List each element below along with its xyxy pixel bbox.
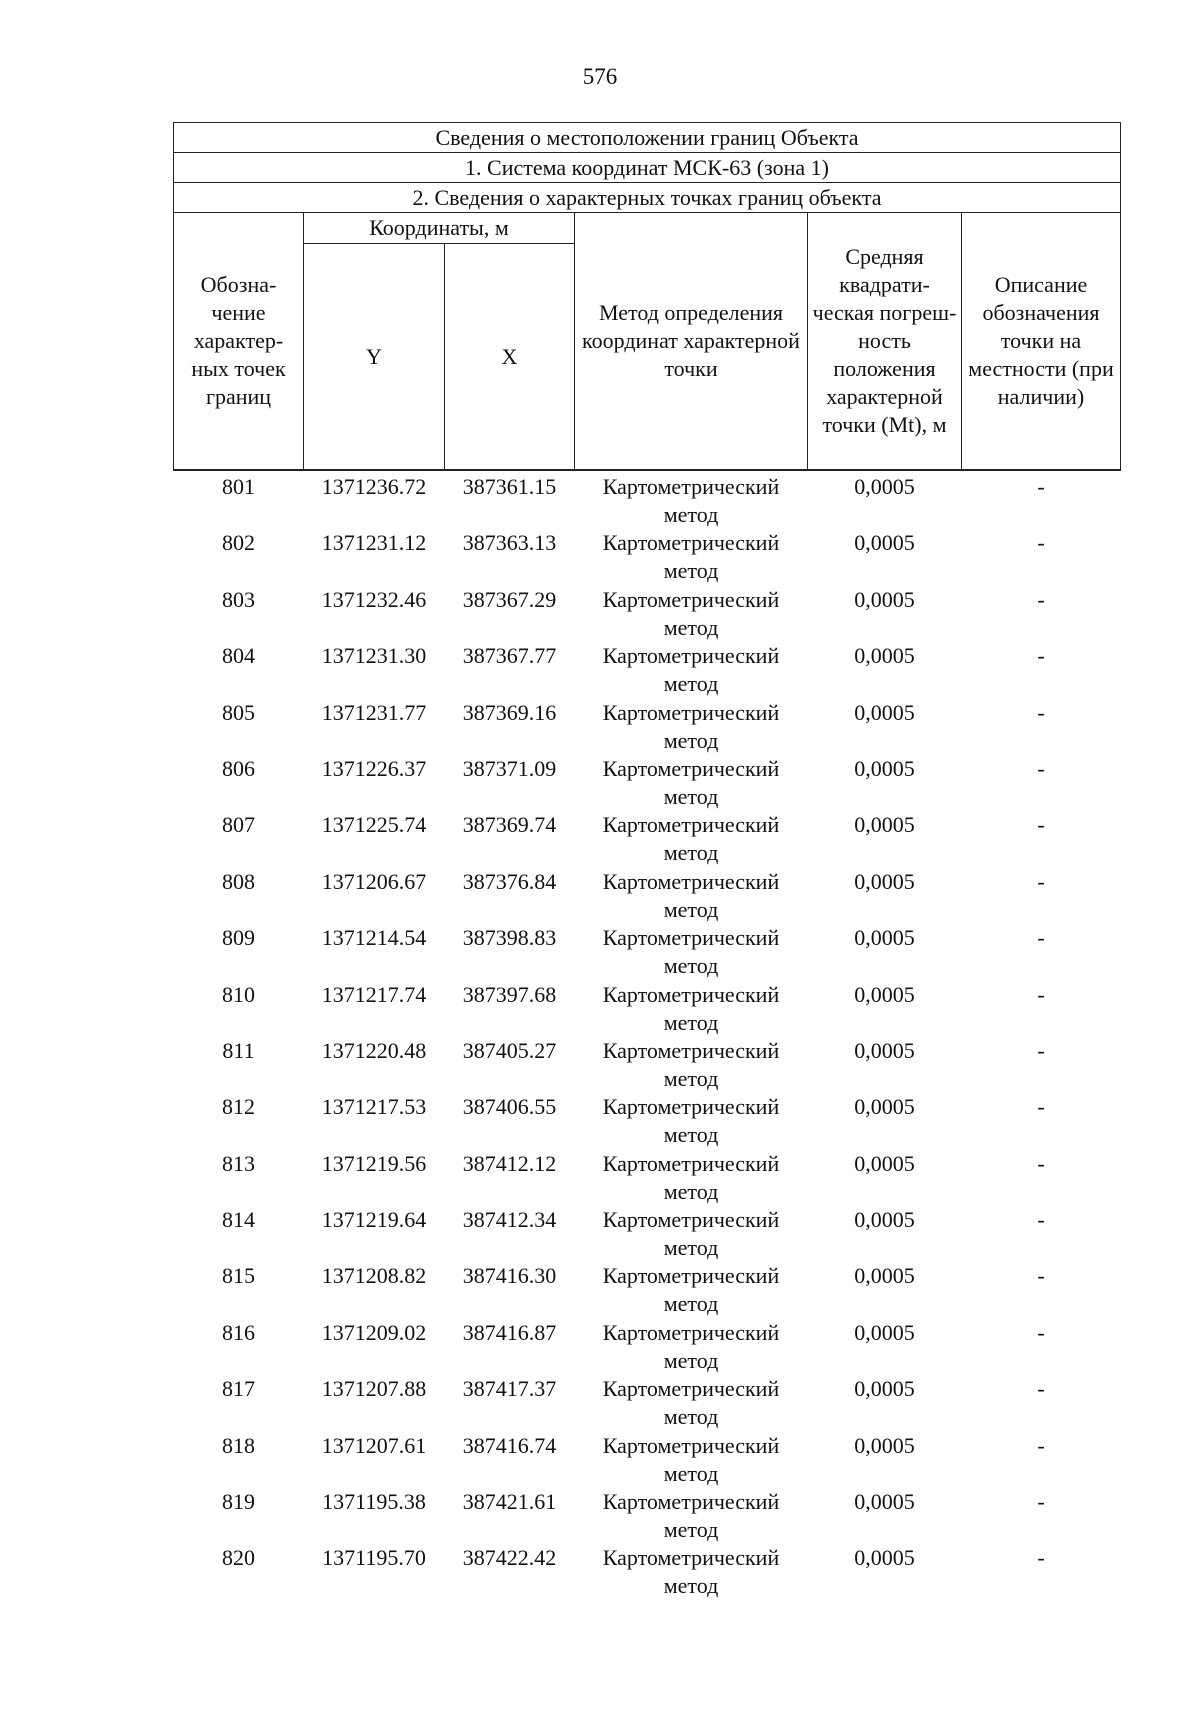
table-row [174,924,1121,980]
method-line-1: Картометрический [602,699,780,725]
point-cell: 814 [222,1207,255,1233]
error-cell: 0,0005 [854,1263,915,1289]
error-cell: 0,0005 [854,1319,915,1345]
table-row [174,755,1121,811]
header-coordinates: Координаты, м [304,213,575,244]
method-cell [575,1319,808,1375]
method-line-2: метод [663,1573,719,1599]
method-line-1: Картометрический [602,1150,780,1176]
table-row [174,699,1121,755]
method-cell [575,981,808,1037]
method-line-2: метод [663,1347,719,1373]
x-coordinate-cell: 387412.34 [462,1207,557,1233]
method-cell [575,1262,808,1318]
table-row [174,529,1121,585]
method-line-2: метод [663,1404,719,1430]
y-coordinate-cell: 1371208.82 [321,1263,427,1289]
y-coordinate-cell: 1371225.74 [321,812,427,838]
method-line-1: Картометрический [602,1263,780,1289]
header-method: Метод определения координат характерной точки [575,213,808,471]
description-cell: - [1037,1319,1045,1345]
point-cell: 812 [222,1094,255,1120]
header-description: Описание обозначения точки на местности (при наличии) [962,213,1121,471]
error-cell: 0,0005 [854,1037,915,1063]
point-cell: 810 [222,981,255,1007]
y-coordinate-cell: 1371219.64 [321,1207,427,1233]
method-line-1: Картометрический [602,1094,780,1120]
error-cell: 0,0005 [854,699,915,725]
y-coordinate-cell: 1371207.61 [321,1432,427,1458]
x-coordinate-cell: 387376.84 [462,868,557,894]
x-coordinate-cell: 387412.12 [462,1150,557,1176]
error-cell: 0,0005 [854,1150,915,1176]
table-body [174,470,1121,1601]
method-line-1: Картометрический [602,1489,780,1515]
method-line-1: Картометрический [602,1432,780,1458]
point-cell: 811 [222,1037,255,1063]
error-cell: 0,0005 [854,812,915,838]
method-line-1: Картометрический [602,586,780,612]
point-cell: 820 [222,1545,255,1571]
header-point: Обозна-чение характер-ных точек границ [174,213,304,471]
x-coordinate-cell: 387397.68 [462,981,557,1007]
table-header [174,123,1121,471]
table-row [174,1262,1121,1318]
y-coordinate-cell: 1371195.38 [322,1489,426,1515]
table-row [174,811,1121,867]
method-cell [575,1375,808,1431]
description-cell: - [1037,474,1045,499]
method-line-1: Картометрический [602,981,780,1007]
error-cell: 0,0005 [854,755,915,781]
x-coordinate-cell: 387417.37 [462,1376,557,1402]
y-coordinate-cell: 1371231.77 [321,699,427,725]
description-cell: - [1037,981,1045,1007]
header-x: X [445,244,575,471]
method-cell [575,586,808,642]
error-cell: 0,0005 [854,1489,915,1515]
table-title-coordinate-system: 1. Система координат МСК-63 (зона 1) [174,153,1121,183]
table-row [174,981,1121,1037]
x-coordinate-cell: 387422.42 [462,1545,557,1571]
y-coordinate-cell: 1371206.67 [321,868,427,894]
y-coordinate-cell: 1371195.70 [322,1545,426,1571]
method-line-1: Картометрический [602,643,780,669]
point-cell: 803 [222,586,255,612]
table-title-objects: Сведения о местоположении границ Объекта [174,123,1121,153]
table-title-points: 2. Сведения о характерных точках границ объекта [174,183,1121,213]
point-cell: 819 [222,1489,255,1515]
table-row [174,642,1121,698]
method-line-2: метод [663,896,719,922]
method-cell [575,811,808,867]
method-cell [575,1432,808,1488]
table-row [174,1432,1121,1488]
y-coordinate-cell: 1371231.30 [321,643,427,669]
point-cell: 816 [222,1319,255,1345]
error-cell: 0,0005 [854,586,915,612]
method-cell [575,1488,808,1544]
point-cell: 806 [222,755,255,781]
y-coordinate-cell: 1371232.46 [321,586,427,612]
y-coordinate-cell: 1371226.37 [321,755,427,781]
description-cell: - [1037,530,1045,556]
method-line-2: метод [663,1065,719,1091]
header-error: Средняя квадрати-ческая погреш-ность положения характерной точки (Mt), м [808,213,962,471]
error-cell: 0,0005 [854,530,915,556]
y-coordinate-cell: 1371217.74 [321,981,427,1007]
header-y: Y [304,244,445,471]
description-cell: - [1037,643,1045,669]
method-line-1: Картометрический [602,1545,780,1571]
point-cell: 805 [222,699,255,725]
method-line-1: Картометрический [602,1037,780,1063]
x-coordinate-cell: 387367.29 [462,586,557,612]
point-cell: 818 [222,1432,255,1458]
boundary-points-table [173,122,1121,1601]
method-cell [575,1093,808,1149]
method-cell [575,470,808,529]
description-cell: - [1037,868,1045,894]
y-coordinate-cell: 1371214.54 [321,925,427,951]
x-coordinate-cell: 387416.87 [462,1319,557,1345]
method-line-1: Картометрический [602,925,780,951]
method-line-2: метод [663,671,719,697]
description-cell: - [1037,1037,1045,1063]
method-line-2: метод [663,1235,719,1261]
error-cell: 0,0005 [854,1094,915,1120]
method-cell [575,1037,808,1093]
method-line-2: метод [663,840,719,866]
point-cell: 817 [222,1376,255,1402]
x-coordinate-cell: 387398.83 [462,925,557,951]
table-row [174,1319,1121,1375]
point-cell: 801 [222,474,255,499]
method-line-1: Картометрический [602,530,780,556]
method-cell [575,1150,808,1206]
method-cell [575,924,808,980]
x-coordinate-cell: 387363.13 [462,530,557,556]
point-cell: 808 [222,868,255,894]
point-cell: 804 [222,643,255,669]
x-coordinate-cell: 387369.74 [462,812,557,838]
method-line-2: метод [663,1517,719,1543]
table-row [174,586,1121,642]
table-row [174,1206,1121,1262]
description-cell: - [1037,1376,1045,1402]
y-coordinate-cell: 1371236.72 [321,474,427,499]
table-row [174,1093,1121,1149]
page-number: 576 [582,64,618,89]
method-line-2: метод [663,614,719,640]
table-row [174,1375,1121,1431]
description-cell: - [1037,1150,1045,1176]
y-coordinate-cell: 1371207.88 [321,1376,427,1402]
method-line-1: Картометрический [602,1207,780,1233]
error-cell: 0,0005 [854,474,915,499]
method-line-2: метод [663,502,719,527]
method-line-1: Картометрический [602,868,780,894]
description-cell: - [1037,1263,1045,1289]
description-cell: - [1037,699,1045,725]
error-cell: 0,0005 [854,643,915,669]
point-cell: 807 [222,812,255,838]
method-cell [575,868,808,924]
description-cell: - [1037,1207,1045,1233]
method-line-2: метод [663,1122,719,1148]
y-coordinate-cell: 1371231.12 [321,530,427,556]
error-cell: 0,0005 [854,1432,915,1458]
method-line-2: метод [663,558,719,584]
error-cell: 0,0005 [854,1376,915,1402]
method-cell [575,755,808,811]
y-coordinate-cell: 1371219.56 [321,1150,427,1176]
x-coordinate-cell: 387361.15 [462,474,557,499]
method-line-2: метод [663,1178,719,1204]
method-line-2: метод [663,783,719,809]
description-cell: - [1037,925,1045,951]
point-cell: 815 [222,1263,255,1289]
table-row [174,1488,1121,1544]
table-row [174,1544,1121,1600]
method-line-2: метод [663,1291,719,1317]
method-line-1: Картометрический [602,755,780,781]
method-line-1: Картометрический [602,812,780,838]
method-cell [575,1206,808,1262]
y-coordinate-cell: 1371209.02 [321,1319,427,1345]
description-cell: - [1037,1432,1045,1458]
x-coordinate-cell: 387406.55 [462,1094,557,1120]
method-cell [575,529,808,585]
x-coordinate-cell: 387371.09 [462,755,557,781]
point-cell: 813 [222,1150,255,1176]
method-cell [575,1544,808,1600]
method-line-2: метод [663,953,719,979]
method-line-2: метод [663,727,719,753]
method-line-2: метод [663,1009,719,1035]
description-cell: - [1037,1489,1045,1515]
description-cell: - [1037,1094,1045,1120]
error-cell: 0,0005 [854,925,915,951]
table-row [174,1037,1121,1093]
x-coordinate-cell: 387421.61 [462,1489,557,1515]
y-coordinate-cell: 1371217.53 [321,1094,427,1120]
x-coordinate-cell: 387416.74 [462,1432,557,1458]
method-cell [575,642,808,698]
method-line-1: Картометрический [602,1319,780,1345]
table-row [174,868,1121,924]
error-cell: 0,0005 [854,1207,915,1233]
x-coordinate-cell: 387367.77 [462,643,557,669]
x-coordinate-cell: 387416.30 [462,1263,557,1289]
x-coordinate-cell: 387405.27 [462,1037,557,1063]
description-cell: - [1037,812,1045,838]
error-cell: 0,0005 [854,1545,915,1571]
point-cell: 802 [222,530,255,556]
error-cell: 0,0005 [854,868,915,894]
method-line-1: Картометрический [602,474,780,499]
point-cell: 809 [222,925,255,951]
method-cell [575,699,808,755]
method-line-2: метод [663,1460,719,1486]
error-cell: 0,0005 [854,981,915,1007]
description-cell: - [1037,1545,1045,1571]
method-line-1: Картометрический [602,1376,780,1402]
description-cell: - [1037,586,1045,612]
table-row [174,1150,1121,1206]
table-row [174,470,1121,529]
x-coordinate-cell: 387369.16 [462,699,557,725]
description-cell: - [1037,755,1045,781]
y-coordinate-cell: 1371220.48 [321,1037,427,1063]
